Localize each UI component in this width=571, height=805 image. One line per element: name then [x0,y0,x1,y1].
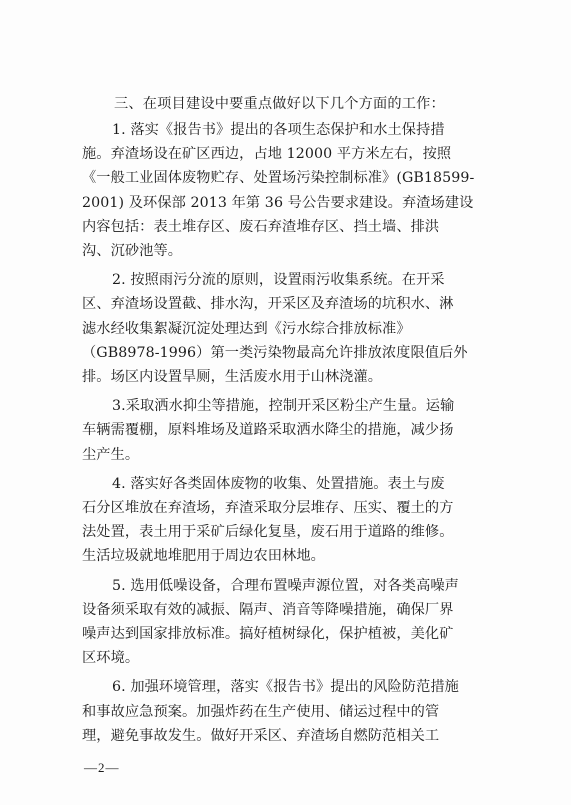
paragraph-line: 设备须采取有效的减振、隔声、消音等降噪措施，确保厂界 [82,601,454,618]
paragraph-line: 《一般工业固体废物贮存、处置场污染控制标准》(GB18599- [82,170,475,187]
paragraph-line: （GB8978-1996）第一类污染物最高允许排放浓度限值后外 [82,344,468,361]
page-number: —2— [84,760,120,775]
paragraph-line: 车辆需覆棚，原料堆场及道路采取洒水降尘的措施，减少扬 [82,422,454,439]
paragraph-line: 石分区堆放在弃渣场，弃渣采取分层堆存、压实、覆土的方 [82,500,454,517]
paragraph-line: 排。场区内设置旱厕，生活废水用于山林浇灌。 [82,369,383,386]
section-heading: 三、在项目建设中要重点做好以下几个方面的工作： [114,96,445,112]
document-body [82,92,502,753]
paragraph-line: 2001) 及环保部 2013 年第 36 号公告要求建设。弃渣场建设 [82,194,474,211]
paragraph-5 [82,574,502,671]
paragraph-line: 生活垃圾就地堆肥用于周边农田林地。 [82,548,325,565]
paragraph-line: 尘产生。 [82,446,140,463]
paragraph-6 [82,675,502,748]
paragraph-line: 5. 选用低噪设备，合理布置噪声源位置，对各类高噪声 [112,577,459,594]
paragraph-line: 6. 加强环境管理，落实《报告书》提出的风险防范措施 [112,679,459,696]
paragraph-line: 内容包括：表土堆存区、废石弃渣堆存区、挡土墙、排洪 [82,218,440,235]
paragraph-line: 区环境。 [82,650,140,667]
paragraph-line: 2. 按照雨污分流的原则，设置雨污收集系统。在开采 [112,272,445,289]
paragraph-line: 法处置，表土用于采矿后绿化复垦，废石用于道路的维修。 [82,524,454,541]
paragraph-line: 理，避免事故发生。做好开采区、弃渣场自燃防范相关工 [82,727,440,744]
paragraph-line: 区、弃渣场设置截、排水沟，开采区及弃渣场的坑积水、淋 [82,296,454,313]
paragraph-4 [82,472,502,569]
paragraph-line: 和事故应急预案。加强炸药在生产使用、储运过程中的管 [82,703,440,720]
paragraph-2 [82,268,502,389]
paragraph-line: 施。弃渣场设在矿区西边，占地 12000 平方米左右，按照 [82,146,452,163]
paragraph-line: 4. 落实好各类固体废物的收集、处置措施。表土与废 [112,475,445,492]
paragraph-line: 3.采取洒水抑尘等措施，控制开采区粉尘产生量。运输 [112,398,455,415]
paragraph-1 [82,118,502,263]
paragraph-3 [82,394,502,467]
paragraph-line: 1. 落实《报告书》提出的各项生态保护和水土保持措 [112,122,445,138]
paragraph-line: 沟、沉砂池等。 [82,243,183,260]
paragraph-line: 滤水经收集絮凝沉淀处理达到《污水综合排放标准》 [82,320,411,337]
paragraph-line: 噪声达到国家排放标准。搞好植树绿化，保护植被，美化矿 [82,626,454,643]
